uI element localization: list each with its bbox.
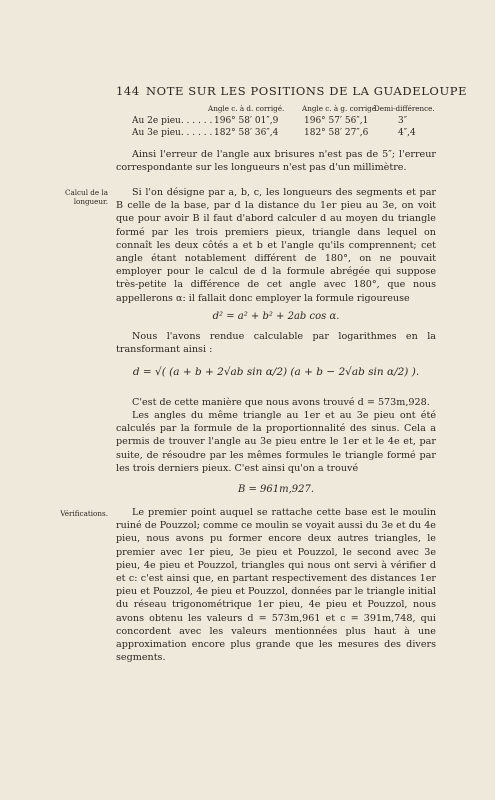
paragraph-2: Si l'on désigne par a, b, c, les longueurs des segments et par B celle de la base, par d la distance du 1er pieu au 3e, on voit que pour avoir B il faut d'abord calculer d au moyen du triangle formé par les trois premiers pieux, triangle dans lequel on connaît les deux côtés a et b et l'angle qu'ils comprennent; cet angle étant notablement différent de 180°, on ne pouvait employer pour le calcul de d la formule abrégée qui suppose très-petite la différence de cet angle avec 180°, que nous appellerons α: il fallait donc employer la formule rigoureuse bbox=[116, 187, 436, 304]
paragraph-1: Ainsi l'erreur de l'angle aux brisures n'est pas de 5″; l'erreur correspondante sur les longueurs n'est pas d'un millimètre. bbox=[116, 149, 436, 174]
paragraph-3: Nous l'avons rendue calculable par logarithmes en la transformant ainsi : bbox=[116, 331, 436, 356]
row-label: Au 3e pieu. . . . . . . bbox=[132, 128, 219, 138]
table-col-right: Angle c. à g. corrigé. bbox=[302, 104, 379, 113]
angle-table bbox=[116, 104, 436, 138]
margin-note-verifications: Vérifications. bbox=[60, 509, 108, 518]
equation-1: d² = a² + b² + 2ab cos α. bbox=[212, 311, 340, 322]
table-col-diff: Demi-différence. bbox=[374, 104, 435, 113]
equation-2: d = √( (a + b + 2√ab sin α/2) (a + b − 2√ab sin α/2) ). bbox=[132, 366, 420, 378]
paragraph-5: Les angles du même triangle au 1er et au 3e pieu ont été calculés par la formule de la proportionnalité des sinus. Cela a permis de trouver l'angle au 3e pieu entre le 1er et le 4e et, par suite, de résoudre par les mêmes formules le triangle formé par les trois derniers pieux. C'est ainsi qu'on a trouvé bbox=[116, 410, 436, 474]
row-left: 182° 58′ 36″,4 bbox=[214, 128, 279, 138]
page-title: NOTE SUR LES POSITIONS DE LA GUADELOUPE bbox=[146, 84, 468, 98]
row-label: Au 2e pieu. . . . . . . bbox=[132, 116, 219, 126]
equation-3: B = 961m,927. bbox=[237, 484, 315, 495]
row-diff: 4″,4 bbox=[398, 128, 416, 138]
table-col-left: Angle c. à d. corrigé. bbox=[208, 104, 285, 113]
paragraph-4: C'est de cette manière que nous avons trouvé d = 573m,928. bbox=[132, 397, 430, 408]
row-left: 196° 58′ 01″,9 bbox=[214, 116, 279, 126]
row-right: 182° 58′ 27″,6 bbox=[304, 128, 369, 138]
margin-note-calcul: Calcul de la longueur. bbox=[64, 188, 108, 206]
row-diff: 3″ bbox=[398, 116, 408, 126]
row-right: 196° 57′ 56″,1 bbox=[304, 116, 369, 126]
paragraph-6: Le premier point auquel se rattache cette base est le moulin ruiné de Pouzzol; comme ce moulin se voyait aussi du 3e et du 4e pieu, nous avons pu former encore deux autres triangles, le premier avec 1er pieu, 3e pieu et Pouzzol, le second avec 3e pieu, 4e pieu et Pouzzol, triangles qui nous ont servi à vérifier d et c: c'est ainsi que, en partant respectivement des distances 1er pieu et Pouzzol, 4e pieu et Pouzzol, données par le triangle initial du réseau trigonométrique 1er pieu, 4e pieu et Pouzzol, nous avons obtenu les valeurs d = 573m,961 et c = 391m,748, qui concordent avec les valeurs mentionnées plus haut à une approximation encore plus grande que les mesures des divers segments. bbox=[116, 507, 436, 664]
page-number: 144 bbox=[116, 84, 140, 98]
